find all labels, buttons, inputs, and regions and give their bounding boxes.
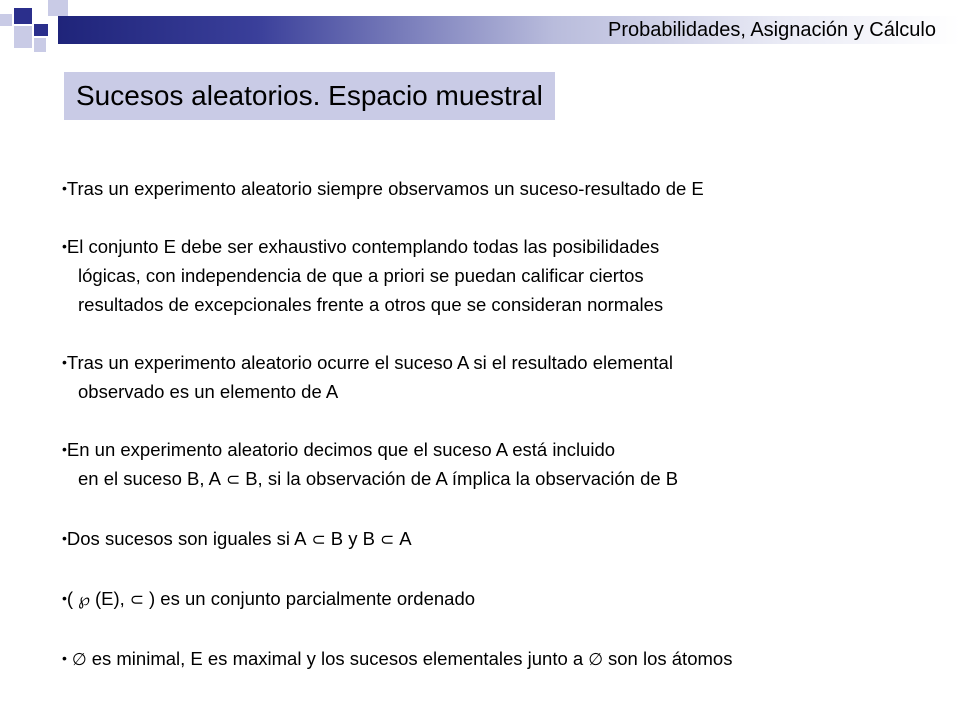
bullet-marker: • bbox=[62, 354, 67, 370]
bullet-marker: • bbox=[62, 180, 67, 196]
slide-title-box bbox=[64, 72, 555, 120]
bullet-item bbox=[62, 435, 942, 495]
subset-symbol: ⊂ bbox=[129, 590, 144, 610]
decorative-square bbox=[14, 8, 32, 24]
decorative-square bbox=[34, 24, 48, 36]
decorative-square bbox=[48, 0, 68, 16]
bullet-text: en el suceso B, A bbox=[78, 468, 221, 489]
bullet-text: ) es un conjunto parcialmente ordenado bbox=[149, 588, 476, 609]
powerset-symbol: ℘ bbox=[78, 590, 90, 610]
bullet-text: B, si la observación de A ímplica la observación de B bbox=[245, 468, 679, 489]
decorative-square bbox=[14, 26, 32, 48]
bullet-marker: • bbox=[62, 650, 67, 666]
bullet-text: lógicas, con independencia de que a priori se puedan calificar ciertos bbox=[78, 265, 644, 286]
bullet-item bbox=[62, 584, 942, 615]
bullet-item bbox=[62, 644, 942, 675]
empty-set-symbol: ∅ bbox=[71, 650, 87, 670]
bullet-list bbox=[62, 174, 942, 704]
bullet-text: ( bbox=[66, 588, 74, 609]
bullet-text: observado es un elemento de A bbox=[78, 381, 339, 402]
slide-title: Sucesos aleatorios. Espacio muestral bbox=[76, 80, 543, 111]
decorative-square bbox=[0, 14, 12, 26]
bullet-text: son los átomos bbox=[608, 648, 733, 669]
bullet-item bbox=[62, 348, 942, 406]
bullet-marker: • bbox=[62, 590, 67, 606]
bullet-text: B y B bbox=[330, 528, 375, 549]
bullet-text: A bbox=[399, 528, 412, 549]
bullet-marker: • bbox=[62, 238, 67, 254]
bullet-text: es minimal, E es maximal y los sucesos elementales junto a bbox=[91, 648, 584, 669]
bullet-text: El conjunto E debe ser exhaustivo contemplando todas las posibilidades bbox=[66, 236, 660, 257]
bullet-marker: • bbox=[62, 530, 67, 546]
bullet-text: En un experimento aleatorio decimos que el suceso A está incluido bbox=[66, 439, 616, 460]
bullet-text: resultados de excepcionales frente a otros que se consideran normales bbox=[78, 294, 664, 315]
bullet-text: Tras un experimento aleatorio siempre observamos un suceso-resultado de E bbox=[66, 178, 704, 199]
subset-symbol: ⊂ bbox=[311, 530, 326, 550]
bullet-text: Dos sucesos son iguales si A bbox=[66, 528, 307, 549]
decorative-square bbox=[34, 38, 46, 52]
bullet-item bbox=[62, 232, 942, 319]
bullet-marker: • bbox=[62, 441, 67, 457]
empty-set-symbol: ∅ bbox=[588, 650, 604, 670]
subset-symbol: ⊂ bbox=[225, 470, 241, 490]
bullet-item bbox=[62, 524, 942, 555]
subset-symbol: ⊂ bbox=[379, 530, 395, 550]
header-title: Probabilidades, Asignación y Cálculo bbox=[608, 19, 936, 41]
bullet-text: (E), bbox=[94, 588, 125, 609]
bullet-item bbox=[62, 174, 942, 203]
bullet-text: Tras un experimento aleatorio ocurre el suceso A si el resultado elemental bbox=[66, 352, 673, 373]
